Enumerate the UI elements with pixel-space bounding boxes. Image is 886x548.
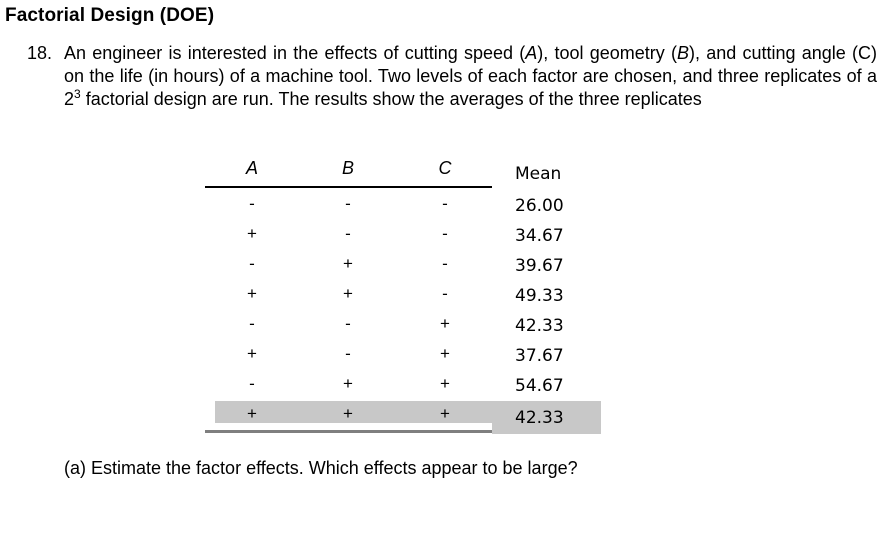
cell-b: - [345, 194, 351, 213]
cell-mean: 49.33 [515, 286, 564, 306]
header-c: C [438, 158, 452, 178]
cell-mean: 42.33 [515, 408, 564, 428]
header-mean: Mean [515, 164, 562, 184]
cell-b: + [343, 404, 353, 423]
header-b: B [341, 158, 355, 178]
cell-c: - [442, 194, 448, 213]
cell-a: - [249, 314, 255, 333]
cell-b: + [343, 284, 353, 303]
cell-a: - [249, 254, 255, 273]
table-top-rule [205, 186, 492, 188]
cell-a: - [249, 374, 255, 393]
exponent: 3 [74, 87, 81, 101]
cell-mean: 26.00 [515, 196, 564, 216]
cell-a: - [249, 194, 255, 213]
cell-b: + [343, 254, 353, 273]
cell-a: + [247, 404, 257, 423]
cell-mean: 54.67 [515, 376, 564, 396]
page-heading: Factorial Design (DOE) [5, 5, 215, 26]
cell-b: - [345, 344, 351, 363]
cell-c: + [440, 314, 450, 333]
cell-c: + [440, 374, 450, 393]
cell-mean: 42.33 [515, 316, 564, 336]
cell-c: + [440, 344, 450, 363]
cell-b: + [343, 374, 353, 393]
problem-number: 18. [27, 43, 53, 63]
cell-mean: 39.67 [515, 256, 564, 276]
cell-a: + [247, 224, 257, 243]
cell-c: - [442, 224, 448, 243]
cell-c: - [442, 284, 448, 303]
cell-c: + [440, 404, 450, 423]
cell-b: - [345, 314, 351, 333]
problem-text: An engineer is interested in the effects of cutting speed (A), tool geometry (B), and cutting angle (C) on the life (in hours) of a machine tool. Two levels of each factor are chosen, and three replicates of a $2^3$ factorial design are run. The results show the averages of the three replicates [64, 43, 878, 109]
question-a: (a) Estimate the factor effects. Which effects appear to be large? [64, 458, 578, 478]
cell-mean: 37.67 [515, 346, 564, 366]
cell-c: - [442, 254, 448, 273]
table-bottom-rule [205, 430, 492, 433]
cell-a: + [247, 284, 257, 303]
cell-a: + [247, 344, 257, 363]
cell-mean: 34.67 [515, 226, 564, 246]
cell-b: - [345, 224, 351, 243]
problem-statement [27, 42, 877, 111]
header-a: A [245, 158, 259, 178]
